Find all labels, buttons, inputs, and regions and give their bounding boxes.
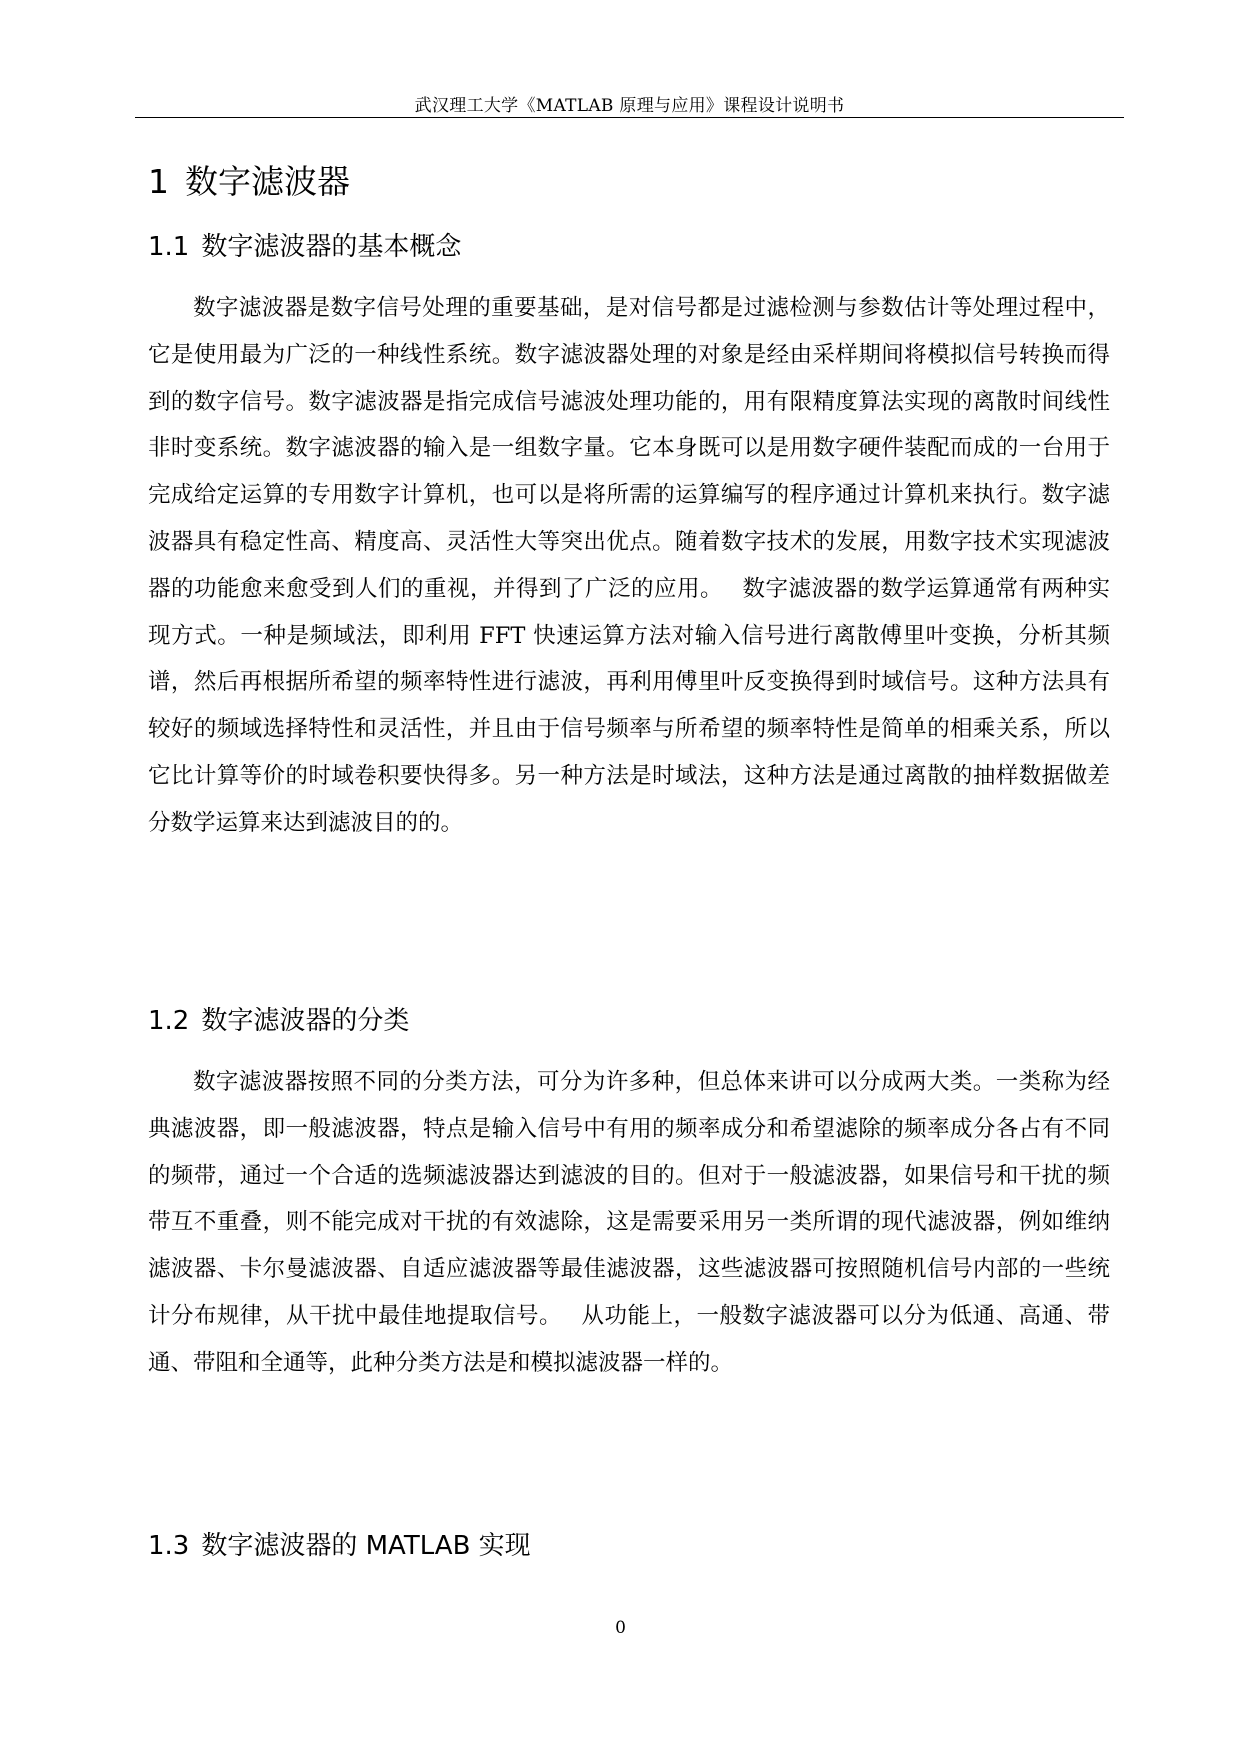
section-number: 1.3 (148, 1531, 190, 1561)
section-heading-1-3 (148, 1525, 531, 1562)
header-rule (135, 117, 1124, 118)
chapter-title: 数字滤波器 (185, 162, 350, 201)
section-heading-1-2 (148, 1000, 409, 1037)
section-heading-1-1 (148, 226, 461, 263)
chapter-number: 1 (148, 162, 169, 201)
section-body-1-2: 数字滤波器按照不同的分类方法，可分为许多种，但总体来讲可以分成两大类。一类称为经典滤波器，即一般滤波器，特点是输入信号中有用的频率成分和希望滤除的频率成分各占有不同的频带，通过一个合适的选频滤波器达到滤波的目的。但对于一般滤波器，如果信号和干扰的频带互不重叠，则不能完成对干扰的有效滤除，这是需要采用另一类所谓的现代滤波器，例如维纳滤波器、卡尔曼滤波器、自适应滤波器等最佳滤波器，这些滤波器可按照随机信号内部的一些统计分布规律，从干扰中最佳地提取信号。 从功能上，一般数字滤波器可以分为低通、高通、带通、带阻和全通等，此种分类方法是和模拟滤波器一样的。 (148, 1069, 1110, 1376)
page-number: 0 (615, 1618, 626, 1638)
section-title: 数字滤波器的基本概念 (201, 232, 462, 262)
section-body-1-1: 数字滤波器是数字信号处理的重要基础，是对信号都是过滤检测与参数估计等处理过程中，它是使用最为广泛的一种线性系统。数字滤波器处理的对象是经由采样期间将模拟信号转换而得到的数字信号。数字滤波器是指完成信号滤波处理功能的，用有限精度算法实现的离散时间线性非时变系统。数字滤波器的输入是一组数字量。它本身既可以是用数字硬件装配而成的一台用于完成给定运算的专用数字计算机，也可以是将所需的运算编写的程序通过计算机来执行。数字滤波器具有稳定性高、精度高、灵活性大等突出优点。随着数字技术的发展，用数字技术实现滤波器的功能愈来愈受到人们的重视，并得到了广泛的应用。 数字滤波器的数学运算通常有两种实现方式。一种是频域法，即利用 FFT 快速运算方法对输入信号进行离散傅里叶变换，分析其频谱，然后再根据所希望的频率特性进行滤波，再利用傅里叶反变换得到时域信号。这种方法具有较好的频域选择特性和灵活性，并且由于信号频率与所希望的频率特性是简单的相乘关系，所以它比计算等价的时域卷积要快得多。另一种方法是时域法，这种方法是通过离散的抽样数据做差分数学运算来达到滤波目的的。 (148, 295, 1110, 836)
section-title: 数字滤波器的 MATLAB 实现 (201, 1531, 531, 1561)
section-title: 数字滤波器的分类 (201, 1006, 410, 1036)
section-number: 1.2 (148, 1006, 190, 1036)
chapter-heading (148, 156, 350, 203)
section-number: 1.1 (148, 232, 190, 262)
running-header: 武汉理工大学《MATLAB 原理与应用》课程设计说明书 (414, 96, 845, 116)
